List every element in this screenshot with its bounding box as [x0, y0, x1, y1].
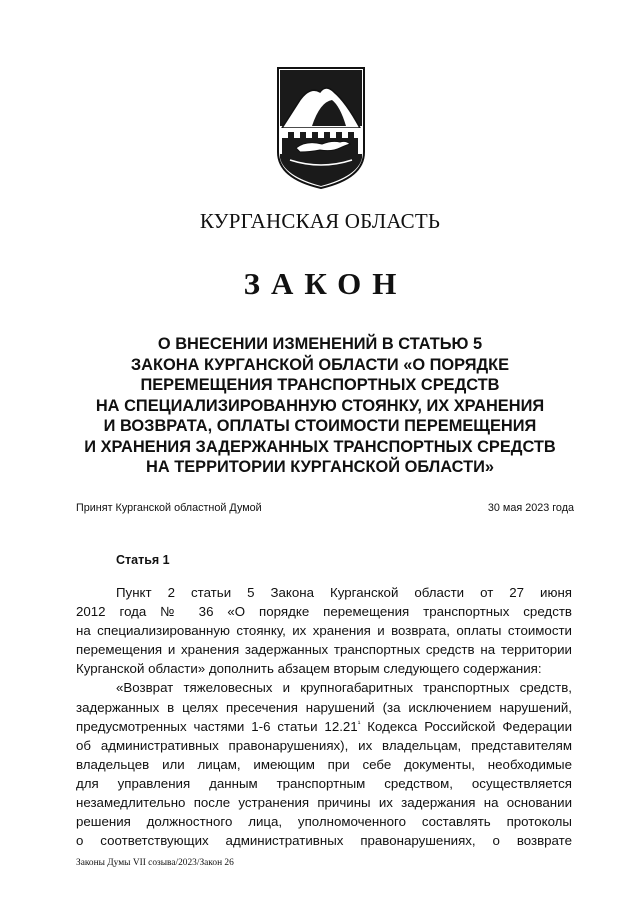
body-line: Пункт 2 статьи 5 Закона Курганской области от 27 июня [116, 585, 572, 600]
article-title: Статья 1 [116, 553, 170, 567]
heading-line: И ВОЗВРАТА, ОПЛАТЫ СТОИМОСТИ ПЕРЕМЕЩЕНИЯ [103, 417, 537, 435]
heading-line: НА ТЕРРИТОРИИ КУРГАНСКОЙ ОБЛАСТИ» [145, 458, 494, 476]
body-line: перемещения и хранения задержанных транспортных средств на территории [76, 642, 572, 658]
coat-of-arms-icon [276, 66, 366, 190]
body-line [76, 717, 572, 736]
body-line-part: предусмотренных частями 1-6 статьи 12.21 [76, 718, 358, 734]
adoption-line [76, 502, 574, 514]
body-line: Курганской области» дополнить абзацем вторым следующего содержания: [76, 661, 542, 677]
body-line: «Возврат тяжеловесных и крупногабаритных транспортных средств, [116, 680, 572, 696]
law-title: ЗАКОН [243, 266, 408, 301]
body-line: решения должностного лица, уполномоченного составлять протоколы [76, 814, 572, 830]
heading-line: ЗАКОНА КУРГАНСКОЙ ОБЛАСТИ «О ПОРЯДКЕ [130, 355, 510, 374]
article-body [76, 583, 572, 850]
body-line: задержанных в целях пресечения нарушений (за исключением нарушений, [76, 699, 572, 715]
heading-line: ПЕРЕМЕЩЕНИЯ ТРАНСПОРТНЫХ СРЕДСТВ [140, 376, 500, 394]
law-heading [40, 334, 600, 478]
body-line: для управления данным транспортным средством, осуществляется [76, 775, 572, 791]
body-line: на специализированную стоянку, их хранения и возврата, оплаты стоимости [76, 623, 572, 639]
body-line: об административных правонарушениях), их владельцам, представителям [76, 737, 572, 753]
body-line: 2012 года № 36 «О порядке перемещения транспортных средств [76, 604, 572, 620]
adopted-date: 30 мая 2023 года [487, 502, 574, 514]
body-line: о соответствующих административных правонарушениях, о возврате [76, 833, 572, 849]
heading-line: НА СПЕЦИАЛИЗИРОВАННУЮ СТОЯНКУ, ИХ ХРАНЕНИЯ [95, 396, 545, 415]
heading-line: О ВНЕСЕНИИ ИЗМЕНЕНИЙ В СТАТЬЮ 5 [157, 335, 483, 353]
body-line: владельцев или лицам, имеющим при себе документы, необходимые [76, 756, 572, 772]
superscript: ¹ [357, 718, 361, 728]
adopted-by: Принят Курганской областной Думой [76, 502, 262, 514]
body-line-part: Кодекса Российской Федерации [360, 718, 572, 734]
body-line: незамедлительно после устранения причины их задержания на основании [76, 795, 572, 811]
heading-line: И ХРАНЕНИЯ ЗАДЕРЖАННЫХ ТРАНСПОРТНЫХ СРЕДСТВ [84, 437, 556, 456]
region-title: КУРГАНСКАЯ ОБЛАСТЬ [199, 209, 441, 233]
page-footer: Законы Думы VII созыва/2023/Закон 26 [76, 858, 234, 868]
